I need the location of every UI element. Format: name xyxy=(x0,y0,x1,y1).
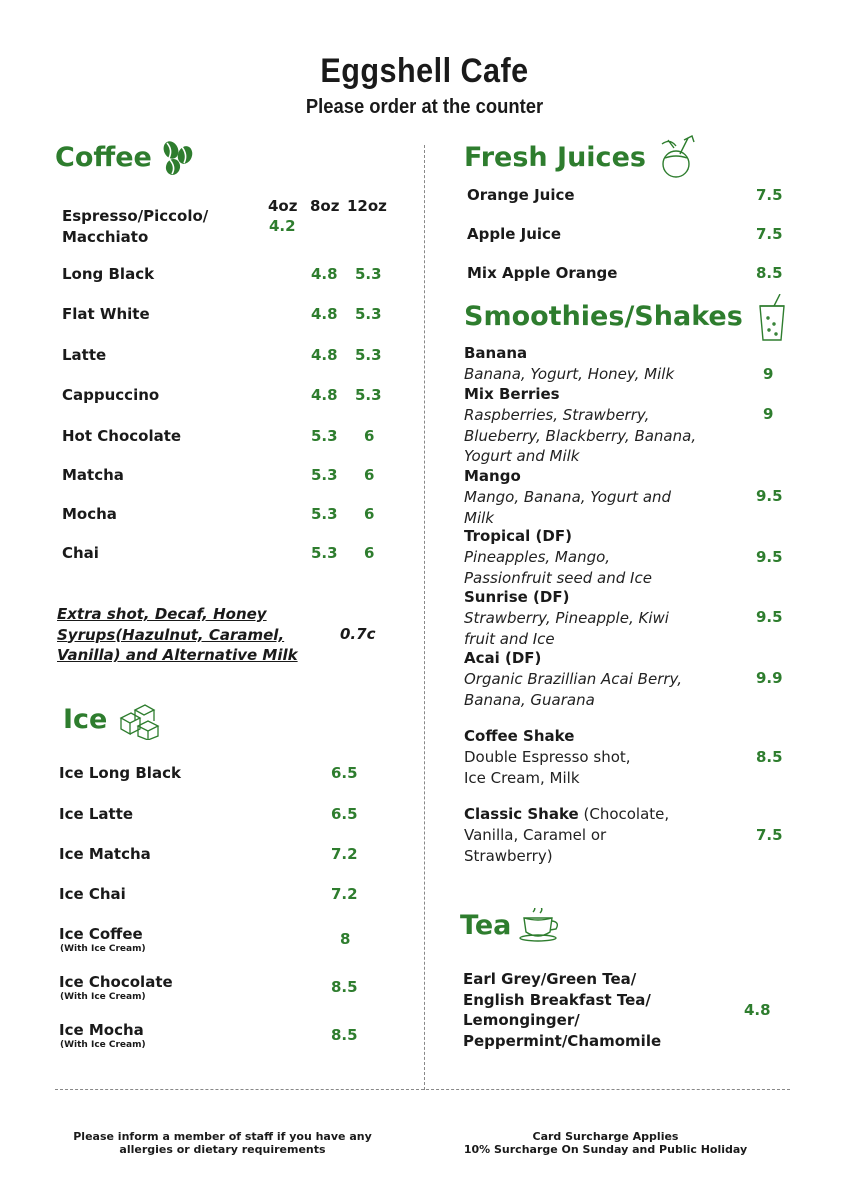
smoothie-desc: Raspberries, Strawberry, Blueberry, Blackberry, Banana, Yogurt and Milk xyxy=(464,406,697,465)
classic-shake-desc-inline: (Chocolate, xyxy=(578,805,670,823)
surcharge-notice: Card Surcharge Applies 10% Surcharge On Sunday and Public Holiday xyxy=(463,1130,748,1156)
coffee-price-12oz: 6 xyxy=(364,466,375,484)
ice-price: 6.5 xyxy=(331,805,358,823)
ice-item-note: (With Ice Cream) xyxy=(60,1040,146,1050)
coffee-price-12oz: 5.3 xyxy=(355,305,382,323)
coffee-item-chai: Chai xyxy=(62,544,99,562)
smoothie-price: 9.9 xyxy=(756,669,783,687)
ice-item-note: (With Ice Cream) xyxy=(60,944,146,954)
coffee-price-12oz: 5.3 xyxy=(355,346,382,364)
ice-cubes-icon xyxy=(118,702,164,740)
coffee-item-espresso: Espresso/Piccolo/ Macchiato xyxy=(62,207,209,246)
coffee-item-long-black: Long Black xyxy=(62,265,155,283)
coffee-price-8oz: 5.3 xyxy=(311,505,338,523)
smoothie-price: 9.5 xyxy=(756,608,783,626)
juice-item: Orange Juice xyxy=(467,186,575,204)
smoothie-desc: Pineapples, Mango, Passionfruit seed and Ice xyxy=(464,548,652,587)
coffee-price-8oz: 4.8 xyxy=(311,346,338,364)
smoothie-item: Banana xyxy=(464,344,528,362)
coffee-shake-name: Coffee Shake xyxy=(464,727,575,745)
coffee-price-12oz: 6 xyxy=(364,505,375,523)
tea-items: Earl Grey/Green Tea/ English Breakfast Tea/ Lemonginger/ Peppermint/Chamomile xyxy=(463,970,662,1050)
smoothie-price: 9.5 xyxy=(756,548,783,566)
smoothie-item: Mix Berries xyxy=(464,385,560,403)
smoothie-price: 9 xyxy=(763,405,774,423)
smoothie-item: Mango xyxy=(464,467,521,485)
ice-price: 7.2 xyxy=(331,845,358,863)
coffee-item-latte: Latte xyxy=(62,346,107,364)
smoothie-desc: Strawberry, Pineapple, Kiwi fruit and Ice xyxy=(464,609,669,648)
coffee-price-8oz: 5.3 xyxy=(311,427,338,445)
teacup-icon xyxy=(518,908,564,944)
smoothie-item: Acai (DF) xyxy=(464,649,542,667)
coffee-price-12oz: 6 xyxy=(364,427,375,445)
coffee-item-flat-white: Flat White xyxy=(62,305,150,323)
coffee-item-matcha: Matcha xyxy=(62,466,124,484)
tea-heading: Tea xyxy=(460,910,512,941)
juice-item: Mix Apple Orange xyxy=(467,264,618,282)
coffee-shake-desc: Double Espresso shot, Ice Cream, Milk xyxy=(464,748,631,787)
order-instruction: Please order at the counter xyxy=(305,96,544,118)
coffee-price-8oz: 4.8 xyxy=(311,265,338,283)
allergy-notice: Please inform a member of staff if you have any allergies or dietary requirements xyxy=(73,1130,372,1156)
smoothie-desc: Banana, Yogurt, Honey, Milk xyxy=(464,365,675,383)
column-divider xyxy=(424,145,425,1090)
ice-price: 8.5 xyxy=(331,978,358,996)
extras-note: Extra shot, Decaf, Honey Syrups(Hazulnut, Caramel, Vanilla) and Alternative Milk xyxy=(57,605,298,664)
classic-shake-price: 7.5 xyxy=(756,826,783,844)
smoothie-item: Sunrise (DF) xyxy=(464,588,570,606)
coffee-price-12oz: 5.3 xyxy=(355,386,382,404)
ice-item: Ice Chai xyxy=(59,885,126,903)
coffee-item-mocha: Mocha xyxy=(62,505,117,523)
classic-shake-name: Classic Shake xyxy=(464,805,579,823)
coffee-shake-price: 8.5 xyxy=(756,748,783,766)
coffee-price-8oz: 4.8 xyxy=(311,305,338,323)
ice-price: 7.2 xyxy=(331,885,358,903)
smoothie-price: 9.5 xyxy=(756,487,783,505)
footer-divider xyxy=(55,1089,790,1090)
smoothie-glass-icon xyxy=(756,294,788,342)
juice-price: 7.5 xyxy=(756,225,783,243)
coffee-price-12oz: 5.3 xyxy=(355,265,382,283)
ice-price: 6.5 xyxy=(331,764,358,782)
coffee-item-hot-chocolate: Hot Chocolate xyxy=(62,427,182,445)
size-4oz: 4oz xyxy=(268,197,298,215)
ice-item: Ice Chocolate xyxy=(59,973,173,991)
size-12oz: 12oz xyxy=(347,197,387,215)
extras-price: 0.7c xyxy=(340,625,376,643)
coffee-price-12oz: 6 xyxy=(364,544,375,562)
size-8oz: 8oz xyxy=(310,197,340,215)
ice-item: Ice Long Black xyxy=(59,764,181,782)
ice-item: Ice Mocha xyxy=(59,1021,144,1039)
juice-price: 7.5 xyxy=(756,186,783,204)
coffee-item-cappuccino: Cappuccino xyxy=(62,386,160,404)
smoothies-heading: Smoothies/Shakes xyxy=(464,301,743,332)
ice-item: Ice Latte xyxy=(59,805,134,823)
classic-shake-line xyxy=(464,805,669,823)
juices-heading: Fresh Juices xyxy=(464,142,646,173)
smoothie-desc: Organic Brazillian Acai Berry, Banana, Guarana xyxy=(464,670,683,709)
smoothie-price: 9 xyxy=(763,365,774,383)
smoothie-item: Tropical (DF) xyxy=(464,527,572,545)
cafe-title: Eggshell Cafe xyxy=(320,52,529,90)
coffee-heading: Coffee xyxy=(55,142,152,173)
juice-price: 8.5 xyxy=(756,264,783,282)
tea-price: 4.8 xyxy=(744,1001,771,1019)
ice-item: Ice Coffee xyxy=(59,925,143,943)
ice-item: Ice Matcha xyxy=(59,845,151,863)
ice-heading: Ice xyxy=(63,704,108,735)
coffee-price-8oz: 5.3 xyxy=(311,466,338,484)
coffee-price-8oz: 4.8 xyxy=(311,386,338,404)
coffee-beans-icon xyxy=(160,138,196,178)
coconut-drink-icon xyxy=(658,134,698,180)
ice-price: 8.5 xyxy=(331,1026,358,1044)
smoothie-desc: Mango, Banana, Yogurt and Milk xyxy=(464,488,672,527)
ice-item-note: (With Ice Cream) xyxy=(60,992,146,1002)
coffee-price-4oz: 4.2 xyxy=(269,217,296,235)
coffee-price-8oz: 5.3 xyxy=(311,544,338,562)
classic-shake-desc: Vanilla, Caramel or Strawberry) xyxy=(464,826,607,865)
juice-item: Apple Juice xyxy=(467,225,562,243)
ice-price: 8 xyxy=(340,930,351,948)
